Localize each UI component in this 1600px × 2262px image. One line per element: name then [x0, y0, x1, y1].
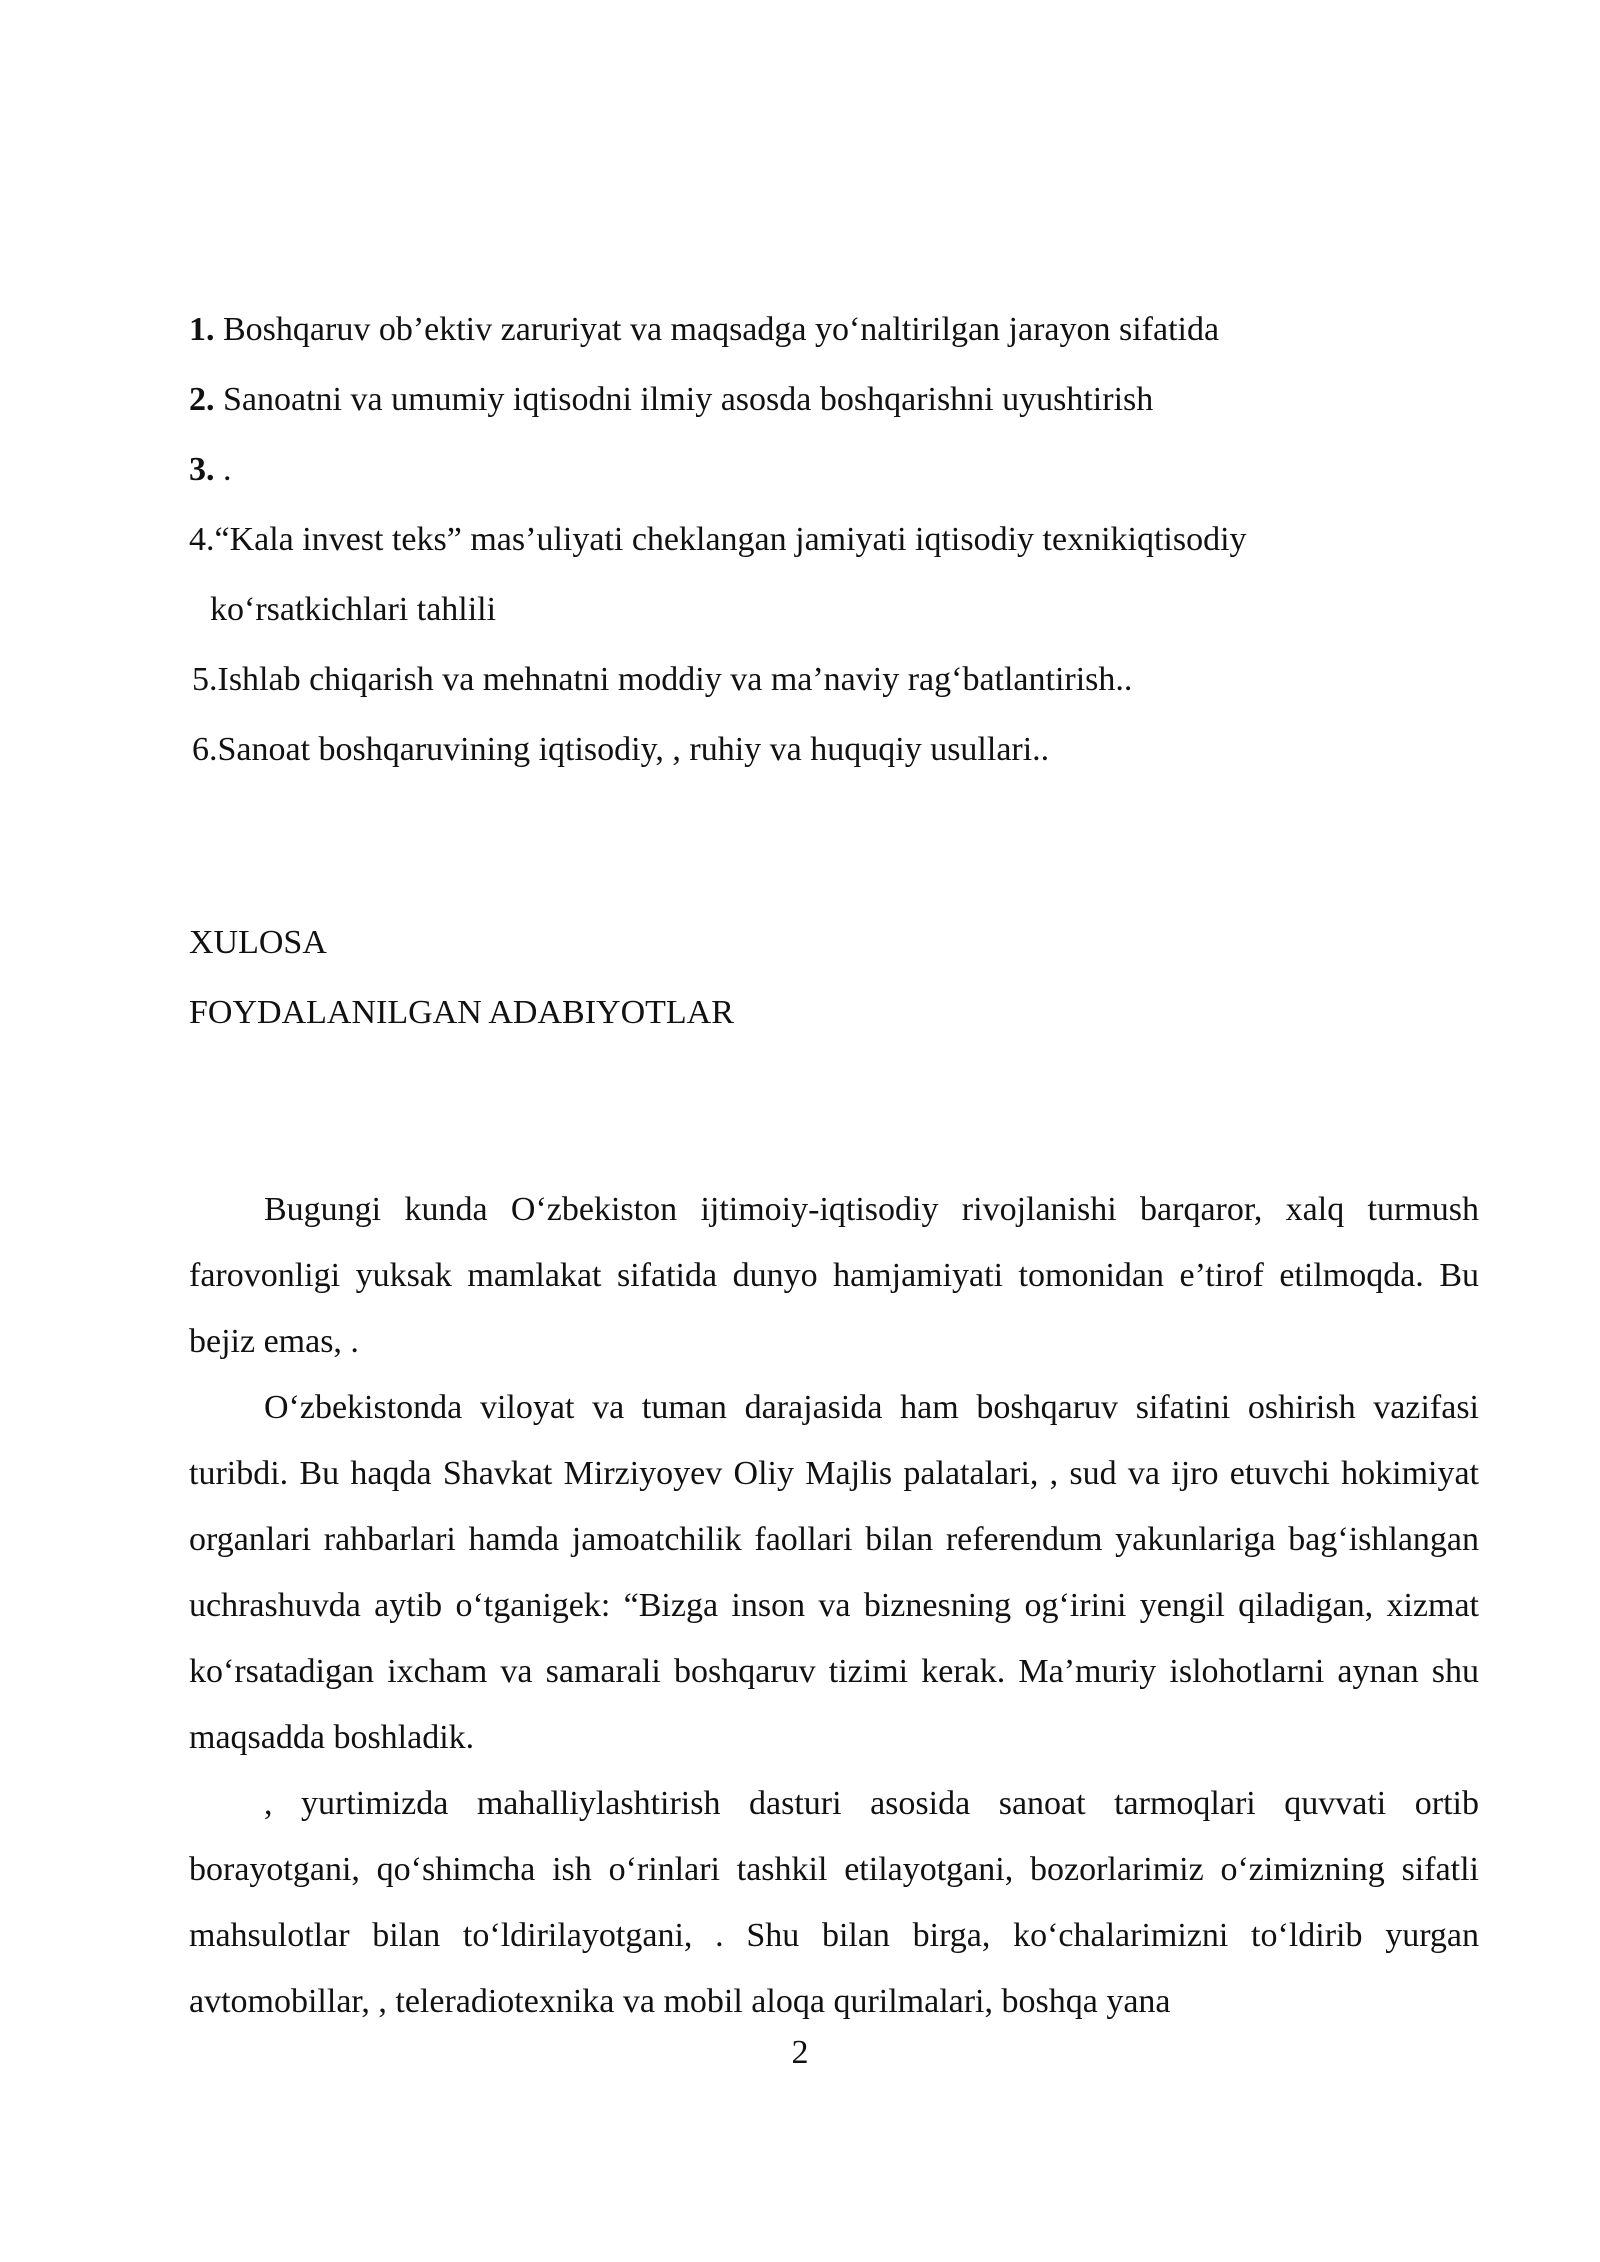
toc-item-text: 5.Ishlab chiqarish va mehnatni moddiy va ma’naviy rag‘batlantirish.. — [192, 661, 1133, 698]
conclusion-heading: XULOSA — [189, 924, 327, 961]
toc-item-4-continued — [189, 575, 1479, 645]
toc-item-text: Boshqaruv ob’ektiv zaruriyat va maqsadga yo‘naltirilgan jarayon sifatida — [214, 311, 1220, 348]
paragraph-3: , yurtimizda mahalliylashtirish dasturi asosida sanoat tarmoqlari quvvati ortib borayotgani, qo‘shimcha ish o‘rinlari tashkil etilayotgani, bozorlarimiz o‘zimizning sifatli mahsulotlar bilan to‘ldirilayotgani, . Shu bilan birga, ko‘chalarimizni to‘ldirib yurgan avtomobillar, , teleradiotexnika va mobil aloqa qurilmalari, boshqa yana — [189, 1785, 1479, 2020]
body-text — [189, 1177, 1479, 2035]
section-headings — [189, 908, 734, 1048]
toc-item-4 — [189, 505, 1479, 575]
table-of-contents — [189, 295, 1479, 785]
toc-item-text: . — [214, 451, 232, 488]
toc-item-5 — [189, 645, 1479, 715]
toc-item-number: 3. — [189, 451, 215, 488]
paragraph-2: O‘zbekistonda viloyat va tuman darajasida ham boshqaruv sifatini oshirish vazifasi turibdi. Bu haqda Shavkat Mirziyoyev Oliy Majlis palatalari, , sud va ijro etuvchi hokimiyat organlari rahbarlari hamda jamoatchilik faollari bilan referendum yakunlariga bag‘ishlangan uchrashuvda aytib o‘tganigek: “Bizga inson va biznesning og‘irini yengil qiladigan, xizmat ko‘rsatadigan ixcham va samarali boshqaruv tizimi kerak. Ma’muriy islohotlarni aynan shu maqsadda boshladik. — [189, 1389, 1479, 1756]
toc-item-2 — [189, 365, 1479, 435]
toc-item-text: ko‘rsatkichlari tahlili — [210, 591, 497, 628]
toc-item-number: 1. — [189, 311, 215, 348]
toc-item-1 — [189, 295, 1479, 365]
page-number: 2 — [791, 2034, 809, 2071]
toc-item-text: 6.Sanoat boshqaruvining iqtisodiy, , ruhiy va huquqiy usullari.. — [192, 731, 1050, 768]
paragraph-1: Bugungi kunda O‘zbekiston ijtimoiy-iqtisodiy rivojlanishi barqaror, xalq turmush farovonligi yuksak mamlakat sifatida dunyo hamjamiyati tomonidan e’tirof etilmoqda. Bu bejiz emas, . — [189, 1191, 1479, 1360]
toc-item-6 — [189, 715, 1479, 785]
references-heading: FOYDALANILGAN ADABIYOTLAR — [189, 994, 734, 1031]
toc-item-number: 2. — [189, 381, 215, 418]
toc-item-3 — [189, 435, 1479, 505]
toc-item-text: 4.“Kala invest teks” mas’uliyati cheklangan jamiyati iqtisodiy texnikiqtisodiy — [189, 521, 1247, 558]
toc-item-text: Sanoatni va umumiy iqtisodni ilmiy asosda boshqarishni uyushtirish — [214, 381, 1154, 418]
